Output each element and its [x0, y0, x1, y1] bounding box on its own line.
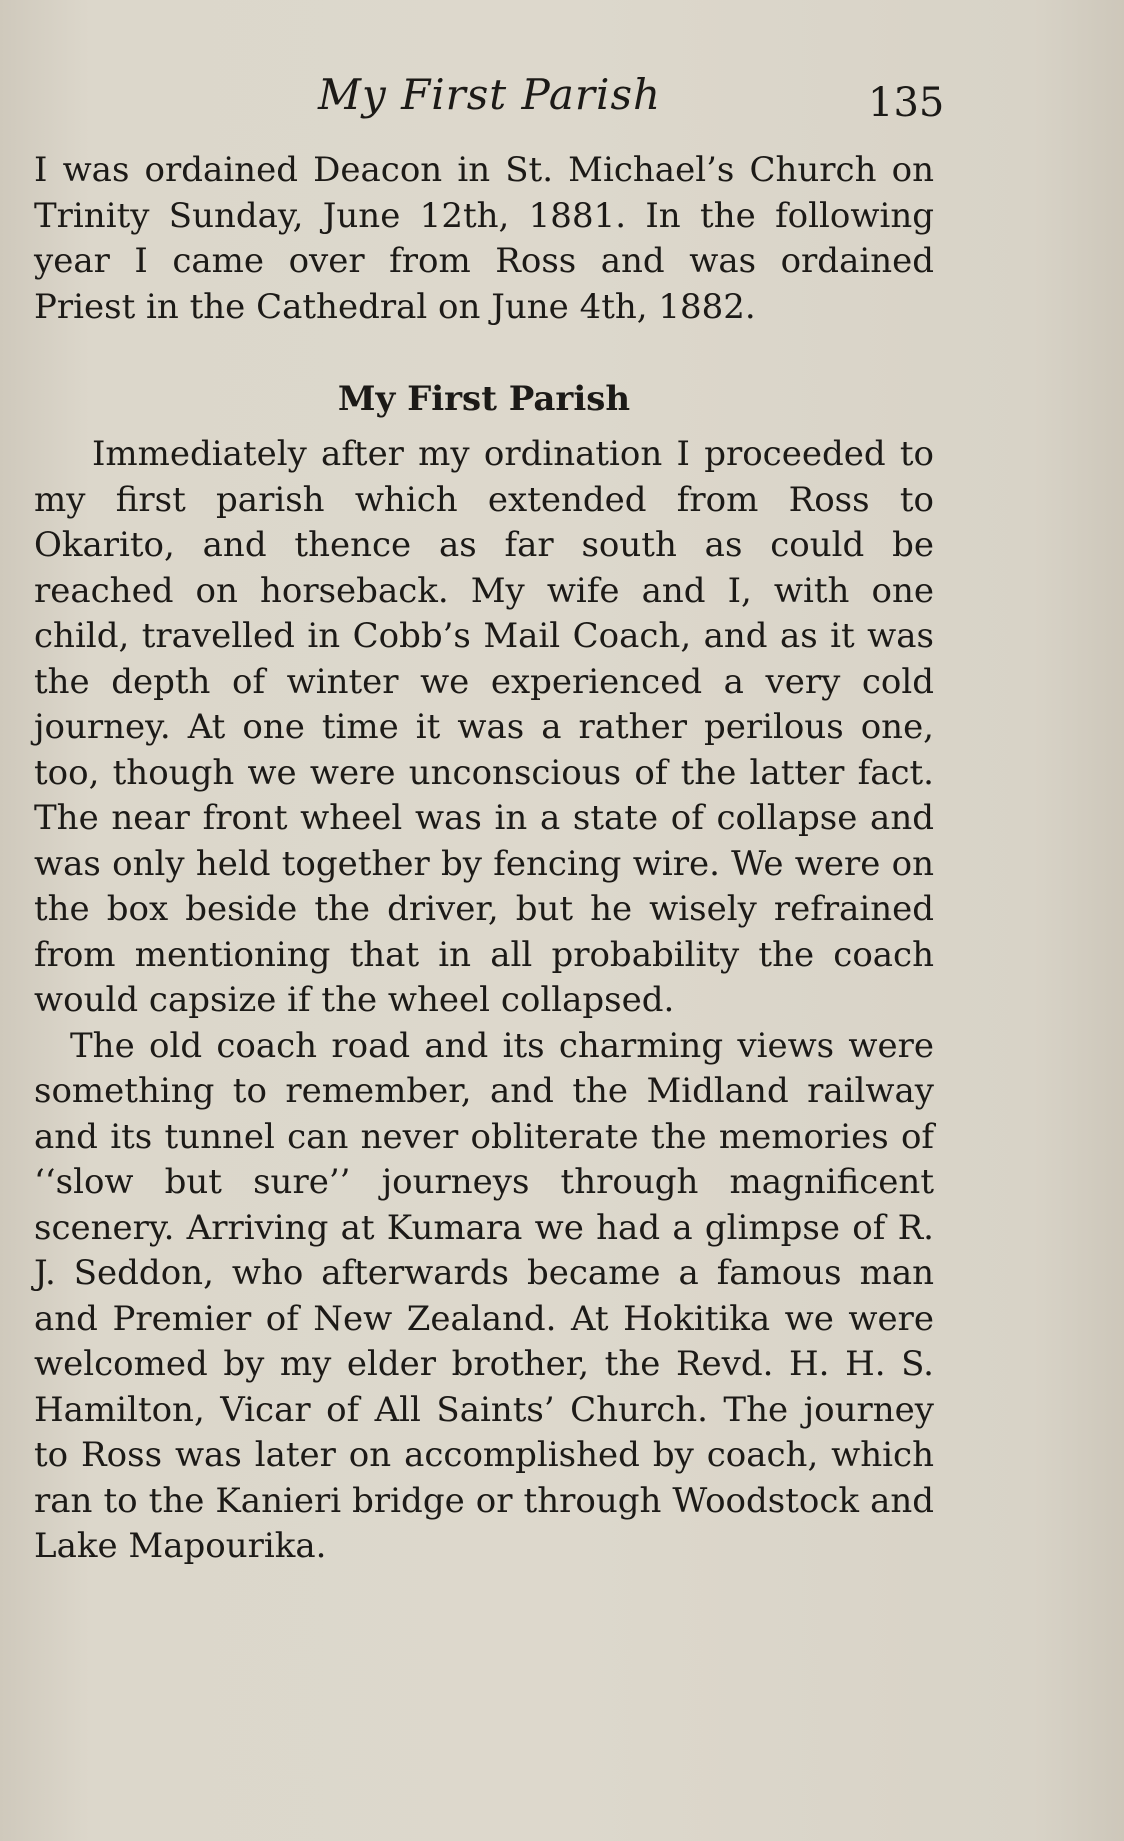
- paragraph-1: Immediately after my ordination I proceeded to my first parish which extended from Ross to Okarito, and thence as far south as could be reached on horseback. My wife and I, with one child, travelled in Cobb’s Mail Coach, and as it was the depth of winter we experienced a very cold journey. At one time it was a rather perilous one, too, though we were unconscious of the latter fact. The near front wheel was in a state of collapse and was only held together by fencing wire. We were on the box beside the driver, but he wisely refrained from mentioning that in all probability the coach would capsize if the wheel collapsed.: [34, 434, 934, 1020]
- page-number: 135: [868, 80, 945, 126]
- running-head: [0, 62, 1124, 132]
- text-block: [34, 148, 934, 1570]
- section-heading: My First Parish: [337, 379, 631, 419]
- paragraph-2: The old coach road and its charming views were something to remember, and the Midland railway and its tunnel can never obliterate the memories of ‘‘slow but sure’’ journeys through magnificent scenery. Arriving at Kumara we had a glimpse of R. J. Seddon, who afterwards became a famous man and Premier of New Zealand. At Hokitika we were welcomed by my elder brother, the Revd. H. H. S. Hamilton, Vicar of All Saints’ Church. The journey to Ross was later on accomplished by coach, which ran to the Kanieri bridge or through Woodstock and Lake Mapourika.: [34, 1025, 934, 1566]
- intro-paragraph: I was ordained Deacon in St. Michael’s Church on Trinity Sunday, June 12th, 1881. In the following year I came over from Ross and was ordained Priest in the Cathedral on June 4th, 1882.: [34, 150, 934, 327]
- running-title: My First Parish: [318, 70, 662, 119]
